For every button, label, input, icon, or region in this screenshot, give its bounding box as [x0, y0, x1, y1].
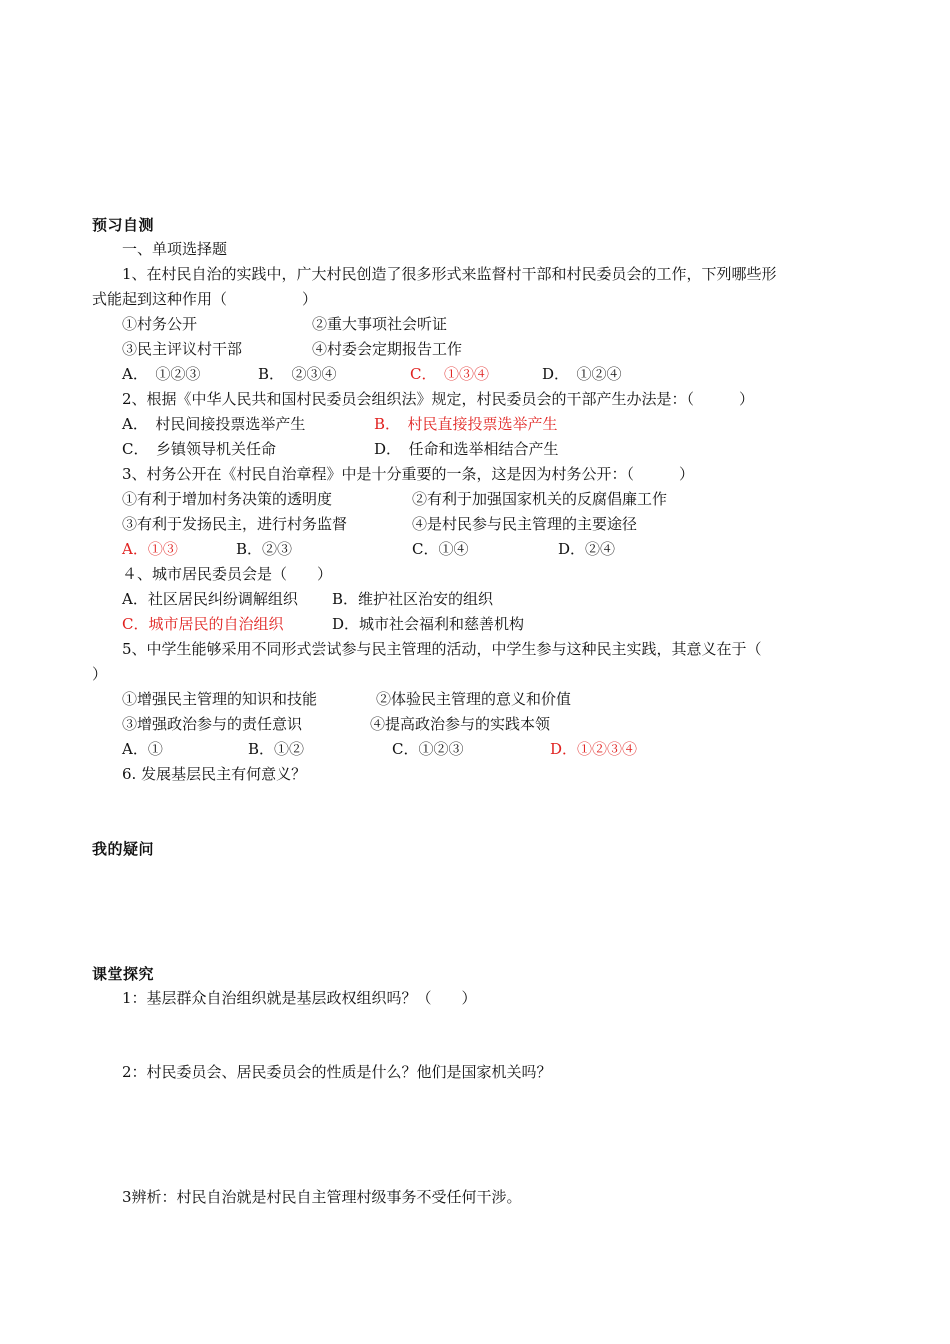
q1-item-2: ②重大事项社会听证 — [312, 315, 448, 333]
q1-stem-line1: 1、在村民自治的实践中，广大村民创造了很多形式来监督村干部和村民委员会的工作，下列哪些形 — [122, 265, 777, 283]
section-heading-explore: 课堂探究 — [92, 965, 155, 983]
q3-item-3: ③有利于发扬民主，进行村务监督 — [122, 515, 348, 533]
q1-option-a: A． ①②③ — [122, 365, 201, 383]
q1-item-4: ④村委会定期报告工作 — [312, 340, 463, 358]
q4-option-d: D．城市社会福利和慈善机构 — [332, 615, 525, 633]
part-title: 一、单项选择题 — [122, 240, 228, 258]
explore-item-1: 1：基层群众自治组织就是基层政权组织吗？（ ） — [122, 989, 477, 1007]
q5-stem-line1: 5、中学生能够采用不同形式尝试参与民主管理的活动，中学生参与这种民主实践，其意义在于（ — [122, 640, 762, 658]
section-heading-questions: 我的疑问 — [92, 840, 155, 858]
q6-stem: 6. 发展基层民主有何意义？ — [122, 765, 307, 783]
q3-option-a-answer: A．①③ — [122, 540, 178, 558]
q3-stem: 3、村务公开在《村民自治章程》中是十分重要的一条，这是因为村务公开：（ ） — [122, 465, 695, 483]
q3-item-2: ②有利于加强国家机关的反腐倡廉工作 — [412, 490, 668, 508]
q2-option-b-answer: B． 村民直接投票选举产生 — [374, 415, 558, 433]
q4-option-a: A．社区居民纠纷调解组织 — [122, 590, 298, 608]
q5-option-d-answer: D．①②③④ — [550, 740, 638, 758]
q1-item-1: ①村务公开 — [122, 315, 198, 333]
q1-item-3: ③民主评议村干部 — [122, 340, 243, 358]
q3-option-b: B．②③ — [236, 540, 293, 558]
q5-option-b: B．①② — [248, 740, 305, 758]
q5-stem-line2: ） — [92, 665, 108, 683]
q3-item-1: ①有利于增加村务决策的透明度 — [122, 490, 333, 508]
q5-item-1: ①增强民主管理的知识和技能 — [122, 690, 318, 708]
q1-option-b: B． ②③④ — [258, 365, 337, 383]
q3-item-4: ④是村民参与民主管理的主要途径 — [412, 515, 638, 533]
explore-item-2: 2：村民委员会、居民委员会的性质是什么？他们是国家机关吗？ — [122, 1063, 552, 1081]
q2-option-c: C． 乡镇领导机关任命 — [122, 440, 276, 458]
q4-option-c-answer: C．城市居民的自治组织 — [122, 615, 284, 633]
q5-item-2: ②体验民主管理的意义和价值 — [376, 690, 572, 708]
q2-option-d: D． 任命和选举相结合产生 — [374, 440, 559, 458]
q2-option-a: A． 村民间接投票选举产生 — [122, 415, 306, 433]
q1-stem-line2: 式能起到这种作用（ ） — [92, 290, 318, 308]
explore-item-3: 3辨析：村民自治就是村民自主管理村级事务不受任何干涉。 — [122, 1188, 522, 1206]
q1-option-d: D． ①②④ — [542, 365, 622, 383]
q1-option-c-answer: C． ①③④ — [410, 365, 489, 383]
q4-stem: ４、城市居民委员会是（ ） — [122, 565, 333, 583]
q5-item-4: ④提高政治参与的实践本领 — [370, 715, 551, 733]
q3-option-d: D．②④ — [558, 540, 616, 558]
section-heading-preview: 预习自测 — [92, 216, 155, 234]
q5-option-a: A．① — [122, 740, 163, 758]
q5-option-c: C．①②③ — [392, 740, 464, 758]
q3-option-c: C．①④ — [412, 540, 469, 558]
q2-stem: 2、根据《中华人民共和国村民委员会组织法》规定，村民委员会的干部产生办法是：（ ） — [122, 390, 755, 408]
q4-option-b: B．维护社区治安的组织 — [332, 590, 494, 608]
q5-item-3: ③增强政治参与的责任意识 — [122, 715, 303, 733]
